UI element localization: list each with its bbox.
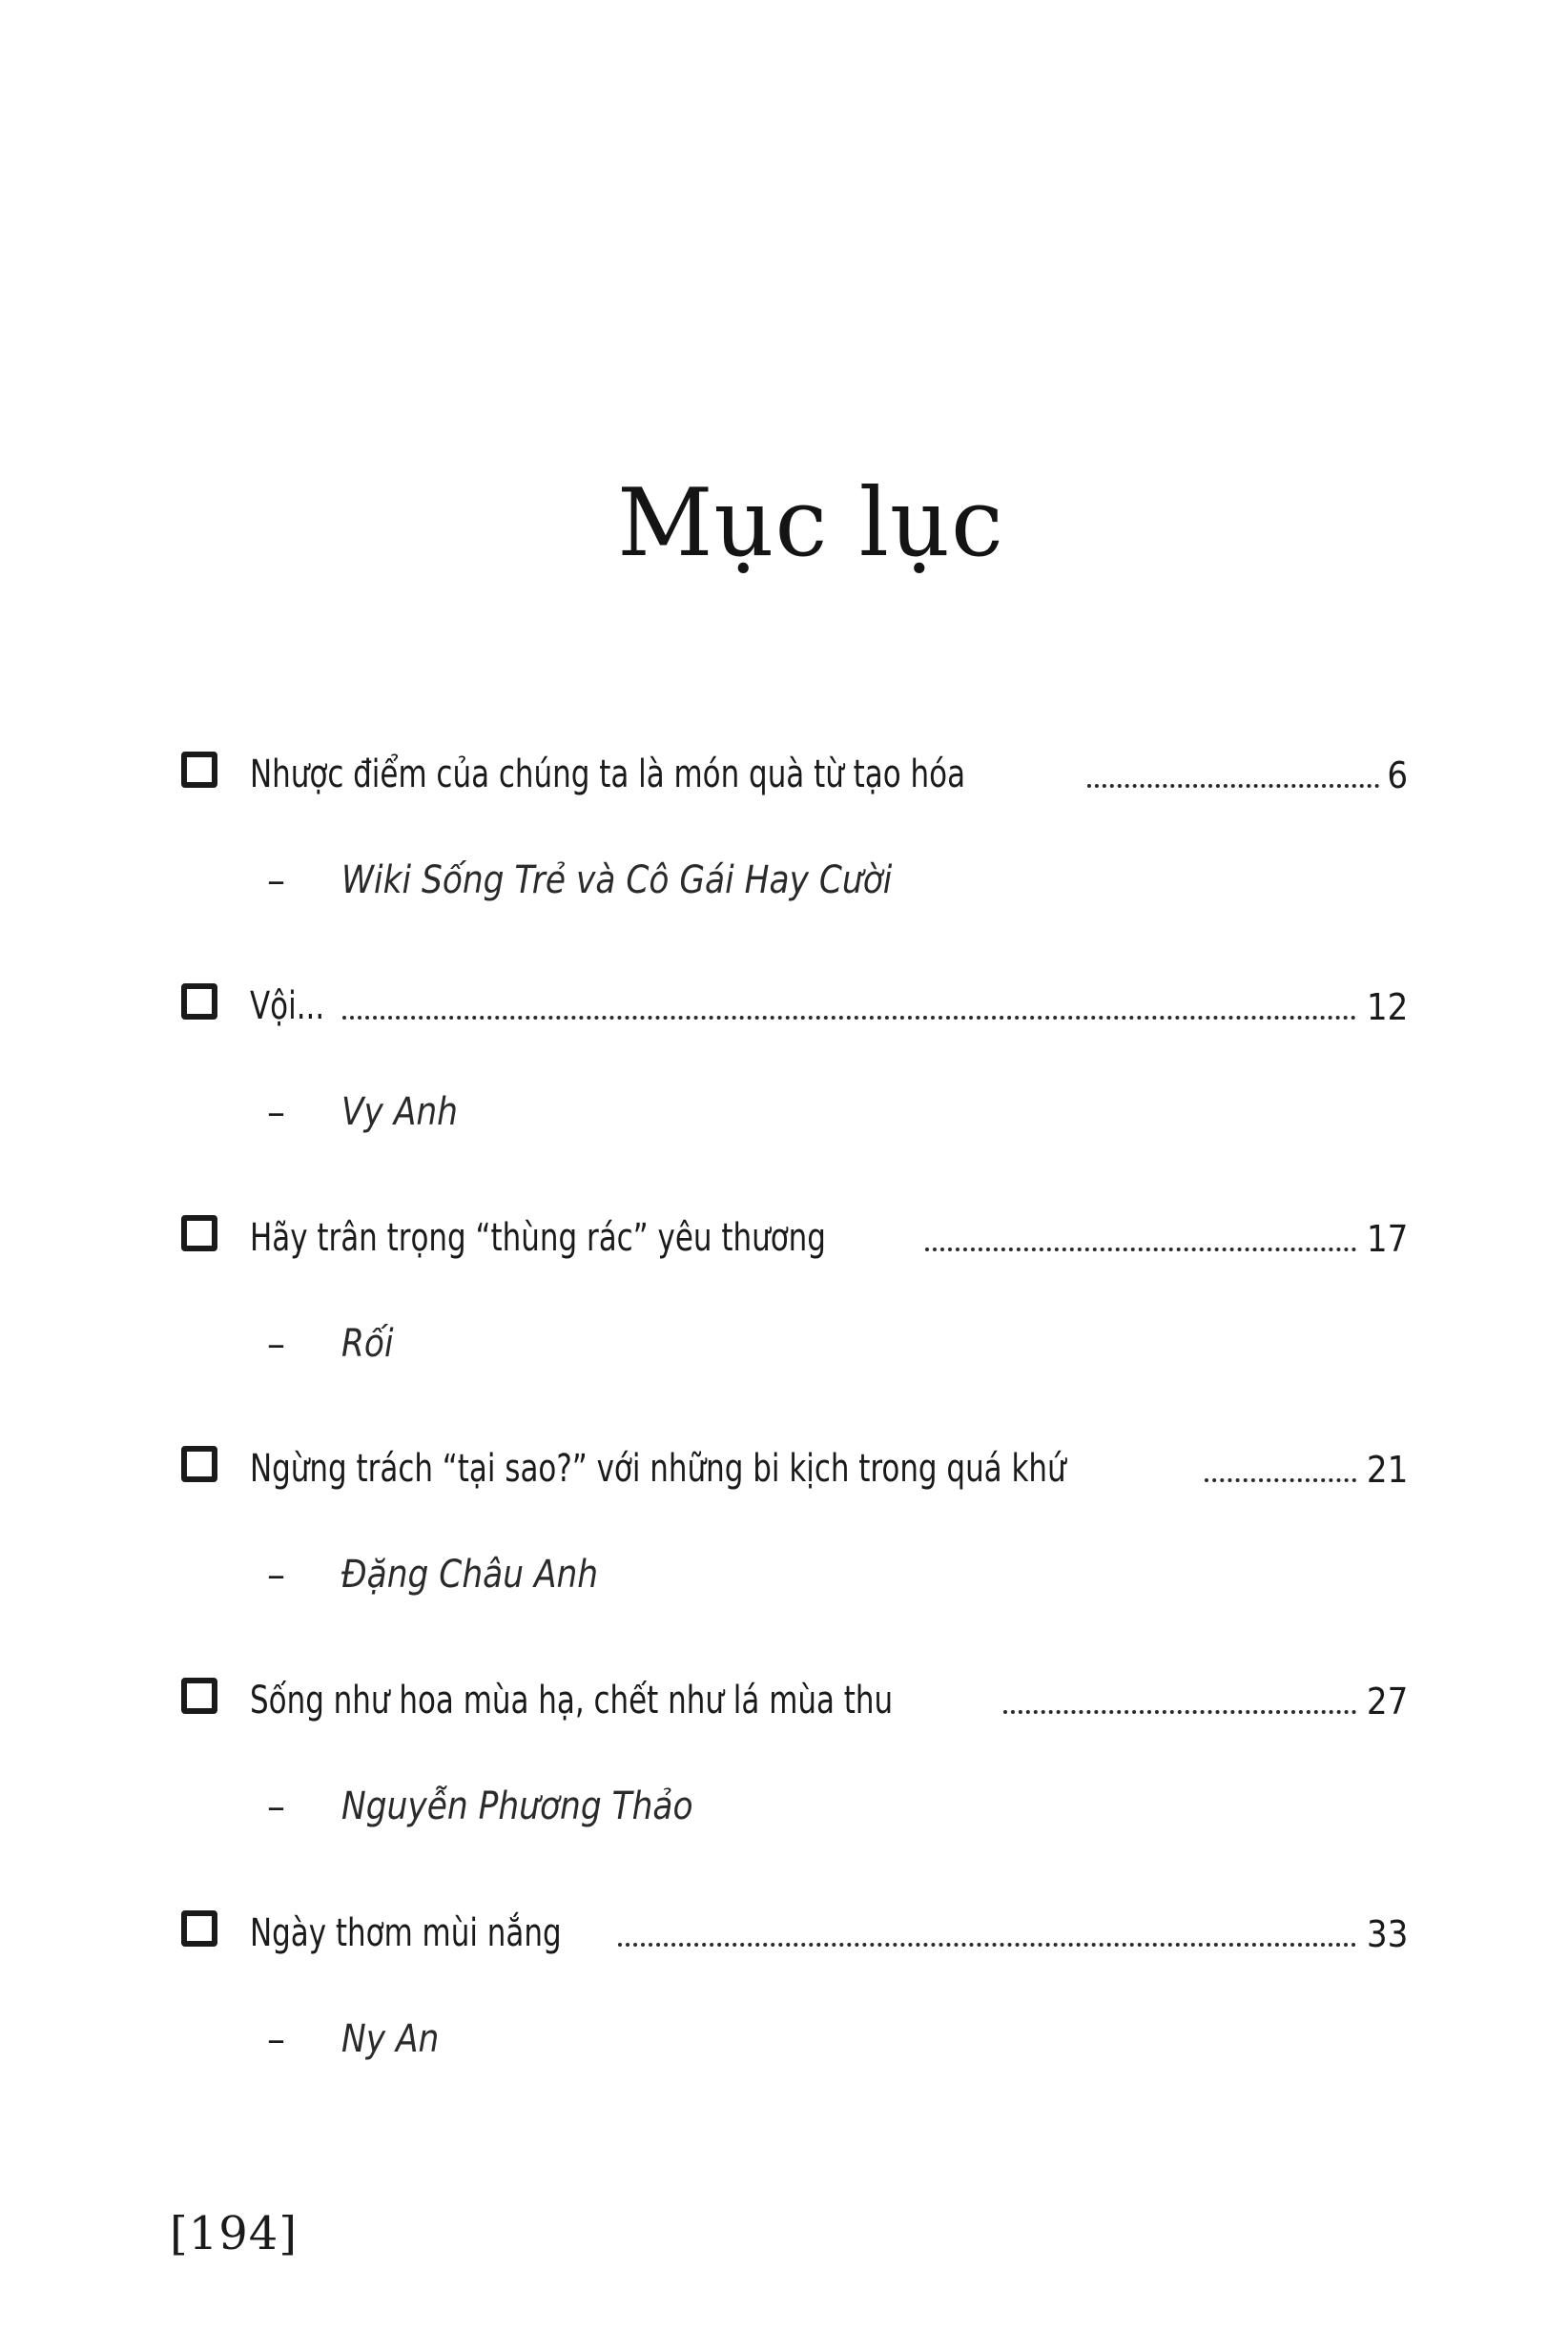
toc-entry[interactable] <box>0 1662 1568 1739</box>
toc-entry[interactable] <box>0 1895 1568 1971</box>
author-dash: – <box>267 1323 285 1365</box>
checkbox-icon <box>181 752 217 788</box>
toc-entry-author: Wiki Sống Trẻ và Cô Gái Hay Cười <box>341 858 893 902</box>
toc-entry-page-number: 21 <box>1366 1449 1408 1491</box>
checkbox-icon <box>181 1910 217 1947</box>
toc-entry-author: Đặng Châu Anh <box>341 1553 599 1597</box>
toc-entry-page-number: 27 <box>1366 1681 1408 1722</box>
toc-entry[interactable] <box>0 1431 1568 1507</box>
toc-entry-title: Sống như hoa mùa hạ, chết như lá mùa thu <box>250 1679 894 1722</box>
toc-entry[interactable] <box>0 1200 1568 1276</box>
author-dash: – <box>267 2018 285 2060</box>
dot-leader <box>1087 784 1379 788</box>
toc-entry-page-number: 17 <box>1366 1218 1408 1260</box>
toc-entry-line <box>250 1200 1408 1260</box>
toc-entry-page-number: 12 <box>1366 986 1408 1028</box>
toc-entry-author: Nguyễn Phương Thảo <box>341 1784 693 1828</box>
toc-entry-page-number: 33 <box>1366 1913 1408 1955</box>
toc-entry-author: Rối <box>341 1322 394 1366</box>
author-dash: – <box>267 859 285 901</box>
checkbox-icon <box>181 1446 217 1482</box>
footer-page-number: [194] <box>170 2207 299 2260</box>
toc-entry-author-row <box>0 1315 1568 1372</box>
dot-leader <box>1205 1478 1356 1482</box>
author-dash: – <box>267 1554 285 1596</box>
toc-entry-line <box>250 1895 1408 1955</box>
toc-entry-title: Ngày thơm mùi nắng <box>250 1911 562 1955</box>
toc-entry-line <box>250 1662 1408 1720</box>
author-dash: – <box>267 1091 285 1133</box>
author-dash: – <box>267 1785 285 1827</box>
toc-entry-author: Ny An <box>341 2017 440 2061</box>
toc-entry-title: Ngừng trách “tại sao?” với những bi kịch trong quá khứ <box>250 1447 1066 1491</box>
toc-entry-title: Nhược điểm của chúng ta là món quà từ tạo hóa <box>250 753 966 796</box>
toc-entry-page-number: 6 <box>1387 754 1408 796</box>
toc-entry-title: Hãy trân trọng “thùng rác” yêu thương <box>250 1216 826 1260</box>
dot-leader <box>1003 1710 1356 1714</box>
toc-entry-author-row <box>0 2011 1568 2068</box>
toc-entry-author-row <box>0 852 1568 909</box>
toc-entry-line <box>250 1431 1408 1491</box>
toc-entry-line <box>250 736 1408 794</box>
checkbox-icon <box>181 983 217 1020</box>
toc-entry-title: Vội... <box>250 984 325 1028</box>
toc-entry-author: Vy Anh <box>341 1090 458 1134</box>
page-title: Mục lục <box>617 469 1004 578</box>
toc-entry-author-row <box>0 1546 1568 1603</box>
toc-entry-author-row <box>0 1083 1568 1141</box>
toc-entry-author-row <box>0 1778 1568 1835</box>
checkbox-icon <box>181 1678 217 1714</box>
dot-leader <box>925 1248 1355 1251</box>
dot-leader <box>618 1943 1356 1947</box>
toc-entry-line <box>250 968 1408 1028</box>
checkbox-icon <box>181 1215 217 1251</box>
toc-entry[interactable] <box>0 736 1568 813</box>
toc-entry[interactable] <box>0 968 1568 1044</box>
dot-leader <box>342 1016 1356 1020</box>
